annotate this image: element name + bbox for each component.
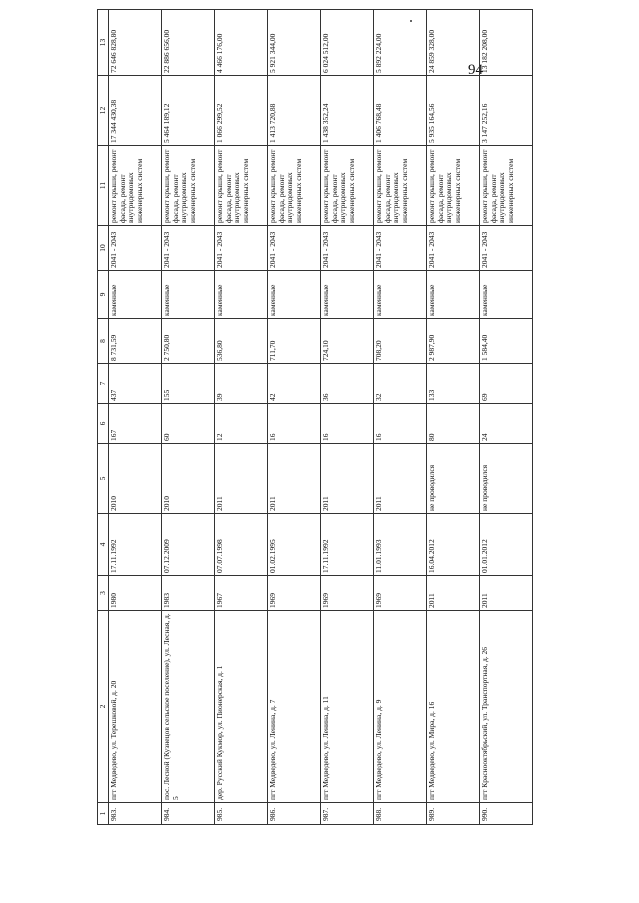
repair-year-cell: 2010 <box>162 444 215 514</box>
count-cell: 12 <box>215 404 268 444</box>
count-cell: 437 <box>109 364 162 404</box>
cost-cell: 17 344 430,38 <box>109 76 162 146</box>
header-cell: 12 <box>98 76 109 146</box>
total-cell: 5 921 344,00 <box>268 10 321 76</box>
total-cell: 22 886 656,00 <box>162 10 215 76</box>
area-cell: 1 584,40 <box>480 319 533 364</box>
date-cell: 07.07.1998 <box>215 514 268 576</box>
count-cell: 69 <box>480 364 533 404</box>
area-cell: 708,20 <box>374 319 427 364</box>
works-cell: ремонт крыши, ремонт фасада, ремонт внутридомовых инженерных систем <box>162 146 215 226</box>
table-row <box>427 10 480 825</box>
total-cell: 4 466 176,00 <box>215 10 268 76</box>
table-header-row <box>98 10 109 825</box>
period-cell: 2041 - 2043 <box>162 226 215 271</box>
period-cell: 2041 - 2043 <box>427 226 480 271</box>
count-cell: 80 <box>427 404 480 444</box>
period-cell: 2041 - 2043 <box>374 226 427 271</box>
year-built-cell: 2011 <box>480 576 533 611</box>
table-row <box>374 10 427 825</box>
material-cell: каменные <box>480 271 533 319</box>
header-cell: 3 <box>98 576 109 611</box>
table-row <box>215 10 268 825</box>
row-number: 986. <box>268 803 321 825</box>
repair-year-cell: 2011 <box>268 444 321 514</box>
area-cell: 2 750,80 <box>162 319 215 364</box>
count-cell: 24 <box>480 404 533 444</box>
total-cell: 5 892 224,00 <box>374 10 427 76</box>
works-cell: ремонт крыши, ремонт фасада, ремонт внутридомовых инженерных систем <box>215 146 268 226</box>
material-cell: каменные <box>162 271 215 319</box>
count-cell: 42 <box>268 364 321 404</box>
count-cell: 16 <box>321 404 374 444</box>
area-cell: 8 731,59 <box>109 319 162 364</box>
address-cell: пгт Краснооктябрьский, ул. Транспортная, д. 26 <box>480 611 533 803</box>
header-cell: 7 <box>98 364 109 404</box>
material-cell: каменные <box>374 271 427 319</box>
year-built-cell: 1967 <box>215 576 268 611</box>
address-cell: пос. Лесной (Кузнецов сельское поселение), ул. Лесная, д. 5 <box>162 611 215 803</box>
area-cell: 711,70 <box>268 319 321 364</box>
period-cell: 2041 - 2043 <box>109 226 162 271</box>
header-cell: 5 <box>98 444 109 514</box>
count-cell: 133 <box>427 364 480 404</box>
header-cell: 1 <box>98 803 109 825</box>
total-cell: 13 182 208,00 <box>480 10 533 76</box>
total-cell: 24 859 328,00 <box>427 10 480 76</box>
date-cell: 01.01.2012 <box>480 514 533 576</box>
address-cell: пгт Медведево, ул. Ленина, д. 11 <box>321 611 374 803</box>
table-row <box>321 10 374 825</box>
cost-cell: 1 438 352,24 <box>321 76 374 146</box>
material-cell: каменные <box>268 271 321 319</box>
address-cell: пгт Медведево, ул. Мира, д. 16 <box>427 611 480 803</box>
address-cell: пгт Медведево, ул. Ленина, д. 9 <box>374 611 427 803</box>
cost-cell: 1 413 720,88 <box>268 76 321 146</box>
material-cell: каменные <box>109 271 162 319</box>
header-cell: 6 <box>98 404 109 444</box>
cost-cell: 5 935 164,56 <box>427 76 480 146</box>
row-number: 987. <box>321 803 374 825</box>
period-cell: 2041 - 2043 <box>480 226 533 271</box>
material-cell: каменные <box>215 271 268 319</box>
year-built-cell: 2011 <box>427 576 480 611</box>
repair-year-cell: 2011 <box>215 444 268 514</box>
row-number: 990. <box>480 803 533 825</box>
works-cell: ремонт крыши, ремонт фасада, ремонт внутридомовых инженерных систем <box>109 146 162 226</box>
repair-year-cell: 2011 <box>374 444 427 514</box>
date-cell: 07.12.2009 <box>162 514 215 576</box>
header-cell: 9 <box>98 271 109 319</box>
count-cell: 155 <box>162 364 215 404</box>
header-cell: 4 <box>98 514 109 576</box>
date-cell: 16.04.2012 <box>427 514 480 576</box>
material-cell: каменные <box>427 271 480 319</box>
cost-cell: 1 066 299,52 <box>215 76 268 146</box>
count-cell: 60 <box>162 404 215 444</box>
cost-cell: 5 464 189,12 <box>162 76 215 146</box>
works-cell: ремонт крыши, ремонт фасада, ремонт внутридомовых инженерных систем <box>374 146 427 226</box>
cost-cell: 1 406 768,48 <box>374 76 427 146</box>
area-cell: 724,10 <box>321 319 374 364</box>
row-number: 983. <box>109 803 162 825</box>
works-cell: ремонт крыши, ремонт фасада, ремонт внутридомовых инженерных систем <box>268 146 321 226</box>
page-number: 94 <box>468 62 483 78</box>
period-cell: 2041 - 2043 <box>215 226 268 271</box>
total-cell: 72 646 828,80 <box>109 10 162 76</box>
row-number: 989. <box>427 803 480 825</box>
count-cell: 16 <box>374 404 427 444</box>
year-built-cell: 1969 <box>374 576 427 611</box>
address-cell: дер. Русский Кукмор, ул. Пионерская, д. 1 <box>215 611 268 803</box>
date-cell: 17.11.1992 <box>109 514 162 576</box>
repair-year-cell: 2010 <box>109 444 162 514</box>
repair-year-cell: не проводился <box>480 444 533 514</box>
count-cell: 32 <box>374 364 427 404</box>
count-cell: 16 <box>268 404 321 444</box>
table-row <box>162 10 215 825</box>
date-cell: 11.01.1993 <box>374 514 427 576</box>
header-cell: 2 <box>98 611 109 803</box>
repair-year-cell: не проводился <box>427 444 480 514</box>
count-cell: 167 <box>109 404 162 444</box>
area-cell: 2 987,90 <box>427 319 480 364</box>
area-cell: 536,80 <box>215 319 268 364</box>
works-cell: ремонт крыши, ремонт фасада, ремонт внутридомовых инженерных систем <box>427 146 480 226</box>
year-built-cell: 1969 <box>321 576 374 611</box>
period-cell: 2041 - 2043 <box>268 226 321 271</box>
count-cell: 39 <box>215 364 268 404</box>
address-cell: пгт Медведево, ул. Терешковой, д. 20 <box>109 611 162 803</box>
address-cell: пгт Медведево, ул. Ленина, д. 7 <box>268 611 321 803</box>
total-cell: 6 024 512,00 <box>321 10 374 76</box>
date-cell: 17.11.1992 <box>321 514 374 576</box>
row-number: 984. <box>162 803 215 825</box>
header-cell: 11 <box>98 146 109 226</box>
year-built-cell: 1980 <box>109 576 162 611</box>
repair-year-cell: 2011 <box>321 444 374 514</box>
period-cell: 2041 - 2043 <box>321 226 374 271</box>
header-cell: 8 <box>98 319 109 364</box>
year-built-cell: 1969 <box>268 576 321 611</box>
works-cell: ремонт крыши, ремонт фасада, ремонт внутридомовых инженерных систем <box>480 146 533 226</box>
material-cell: каменные <box>321 271 374 319</box>
cost-cell: 3 147 252,16 <box>480 76 533 146</box>
table-row <box>480 10 533 825</box>
works-cell: ремонт крыши, ремонт фасада, ремонт внутридомовых инженерных систем <box>321 146 374 226</box>
header-cell: 10 <box>98 226 109 271</box>
count-cell: 36 <box>321 364 374 404</box>
date-cell: 01.02.1995 <box>268 514 321 576</box>
table-row <box>268 10 321 825</box>
table-row <box>109 10 162 825</box>
housing-registry-table <box>97 9 533 825</box>
row-number: 988. <box>374 803 427 825</box>
year-built-cell: 1983 <box>162 576 215 611</box>
row-number: 985. <box>215 803 268 825</box>
header-cell: 13 <box>98 10 109 76</box>
